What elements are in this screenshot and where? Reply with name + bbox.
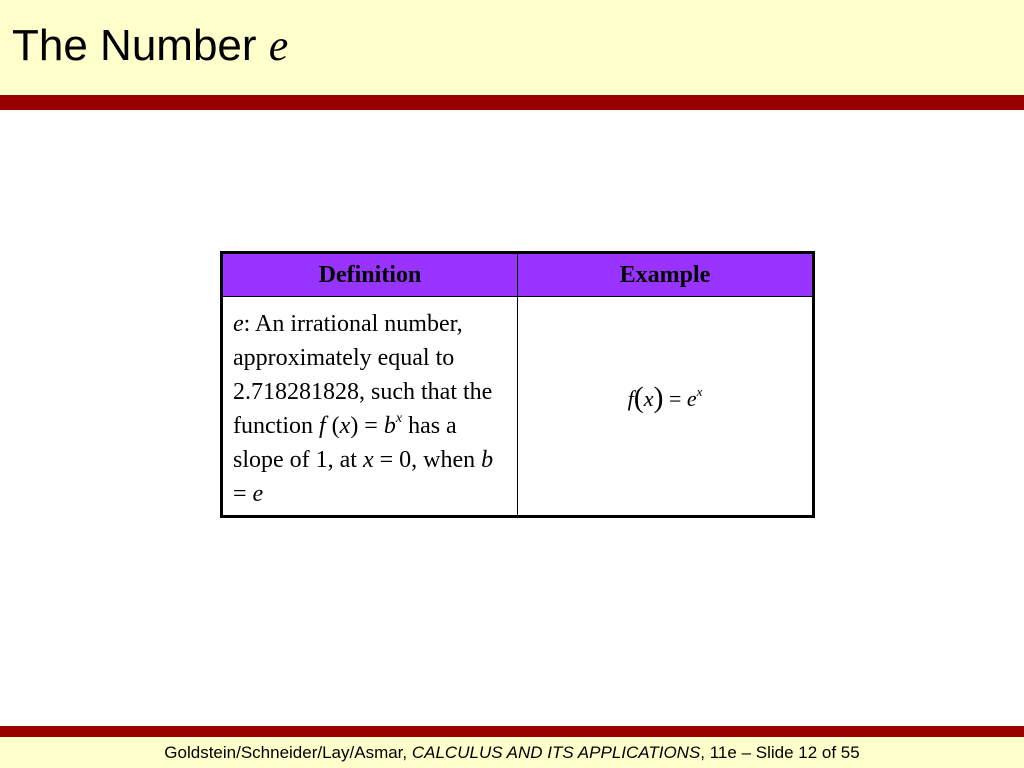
example-cell (518, 297, 814, 517)
def-b-1: b (383, 413, 396, 439)
definition-table (220, 251, 815, 518)
slide-title-variable: e (268, 21, 289, 70)
formula-close-paren: ) (653, 381, 664, 414)
def-text-6: = (233, 481, 253, 507)
definition-table-container (220, 251, 812, 514)
table-row (222, 297, 814, 517)
def-text-4: has a slope of 1, at (233, 413, 457, 473)
title-band (0, 0, 1024, 95)
def-var-e: e (233, 311, 244, 337)
top-divider (0, 95, 1024, 110)
header-example: Example (518, 253, 814, 297)
def-text-2: ( (325, 413, 340, 439)
def-f: f (318, 413, 326, 439)
formula-open-paren: ( (633, 381, 644, 414)
slide-title-text: The Number (12, 21, 269, 70)
def-x-1: x (339, 413, 351, 439)
footer-slide-info: , 11e – Slide 12 of 55 (700, 743, 860, 762)
def-b-2: b (481, 447, 494, 473)
formula-f: f (627, 386, 634, 411)
header-definition: Definition (222, 253, 518, 297)
bottom-divider (0, 726, 1024, 737)
def-text-5: = 0, when (373, 447, 482, 473)
def-text-3: ) = (350, 413, 384, 439)
example-formula (628, 380, 703, 416)
slide-footer (0, 741, 1024, 765)
def-e-2: e (252, 481, 264, 507)
formula-exponent: x (696, 383, 703, 399)
formula-equals: = (663, 386, 687, 411)
slide-title (12, 18, 288, 74)
footer-authors: Goldstein/Schneider/Lay/Asmar, (164, 743, 412, 762)
formula-x: x (643, 386, 654, 411)
footer-book-title: CALCULUS AND ITS APPLICATIONS (411, 743, 701, 762)
definition-cell (222, 297, 518, 517)
def-x-2: x (362, 447, 374, 473)
table-header-row (222, 253, 814, 297)
def-text-1: : An irrational number, approximately equal to 2.718281828, such that the function (233, 311, 493, 439)
def-exponent-x: x (395, 411, 403, 426)
formula-e: e (686, 386, 697, 411)
